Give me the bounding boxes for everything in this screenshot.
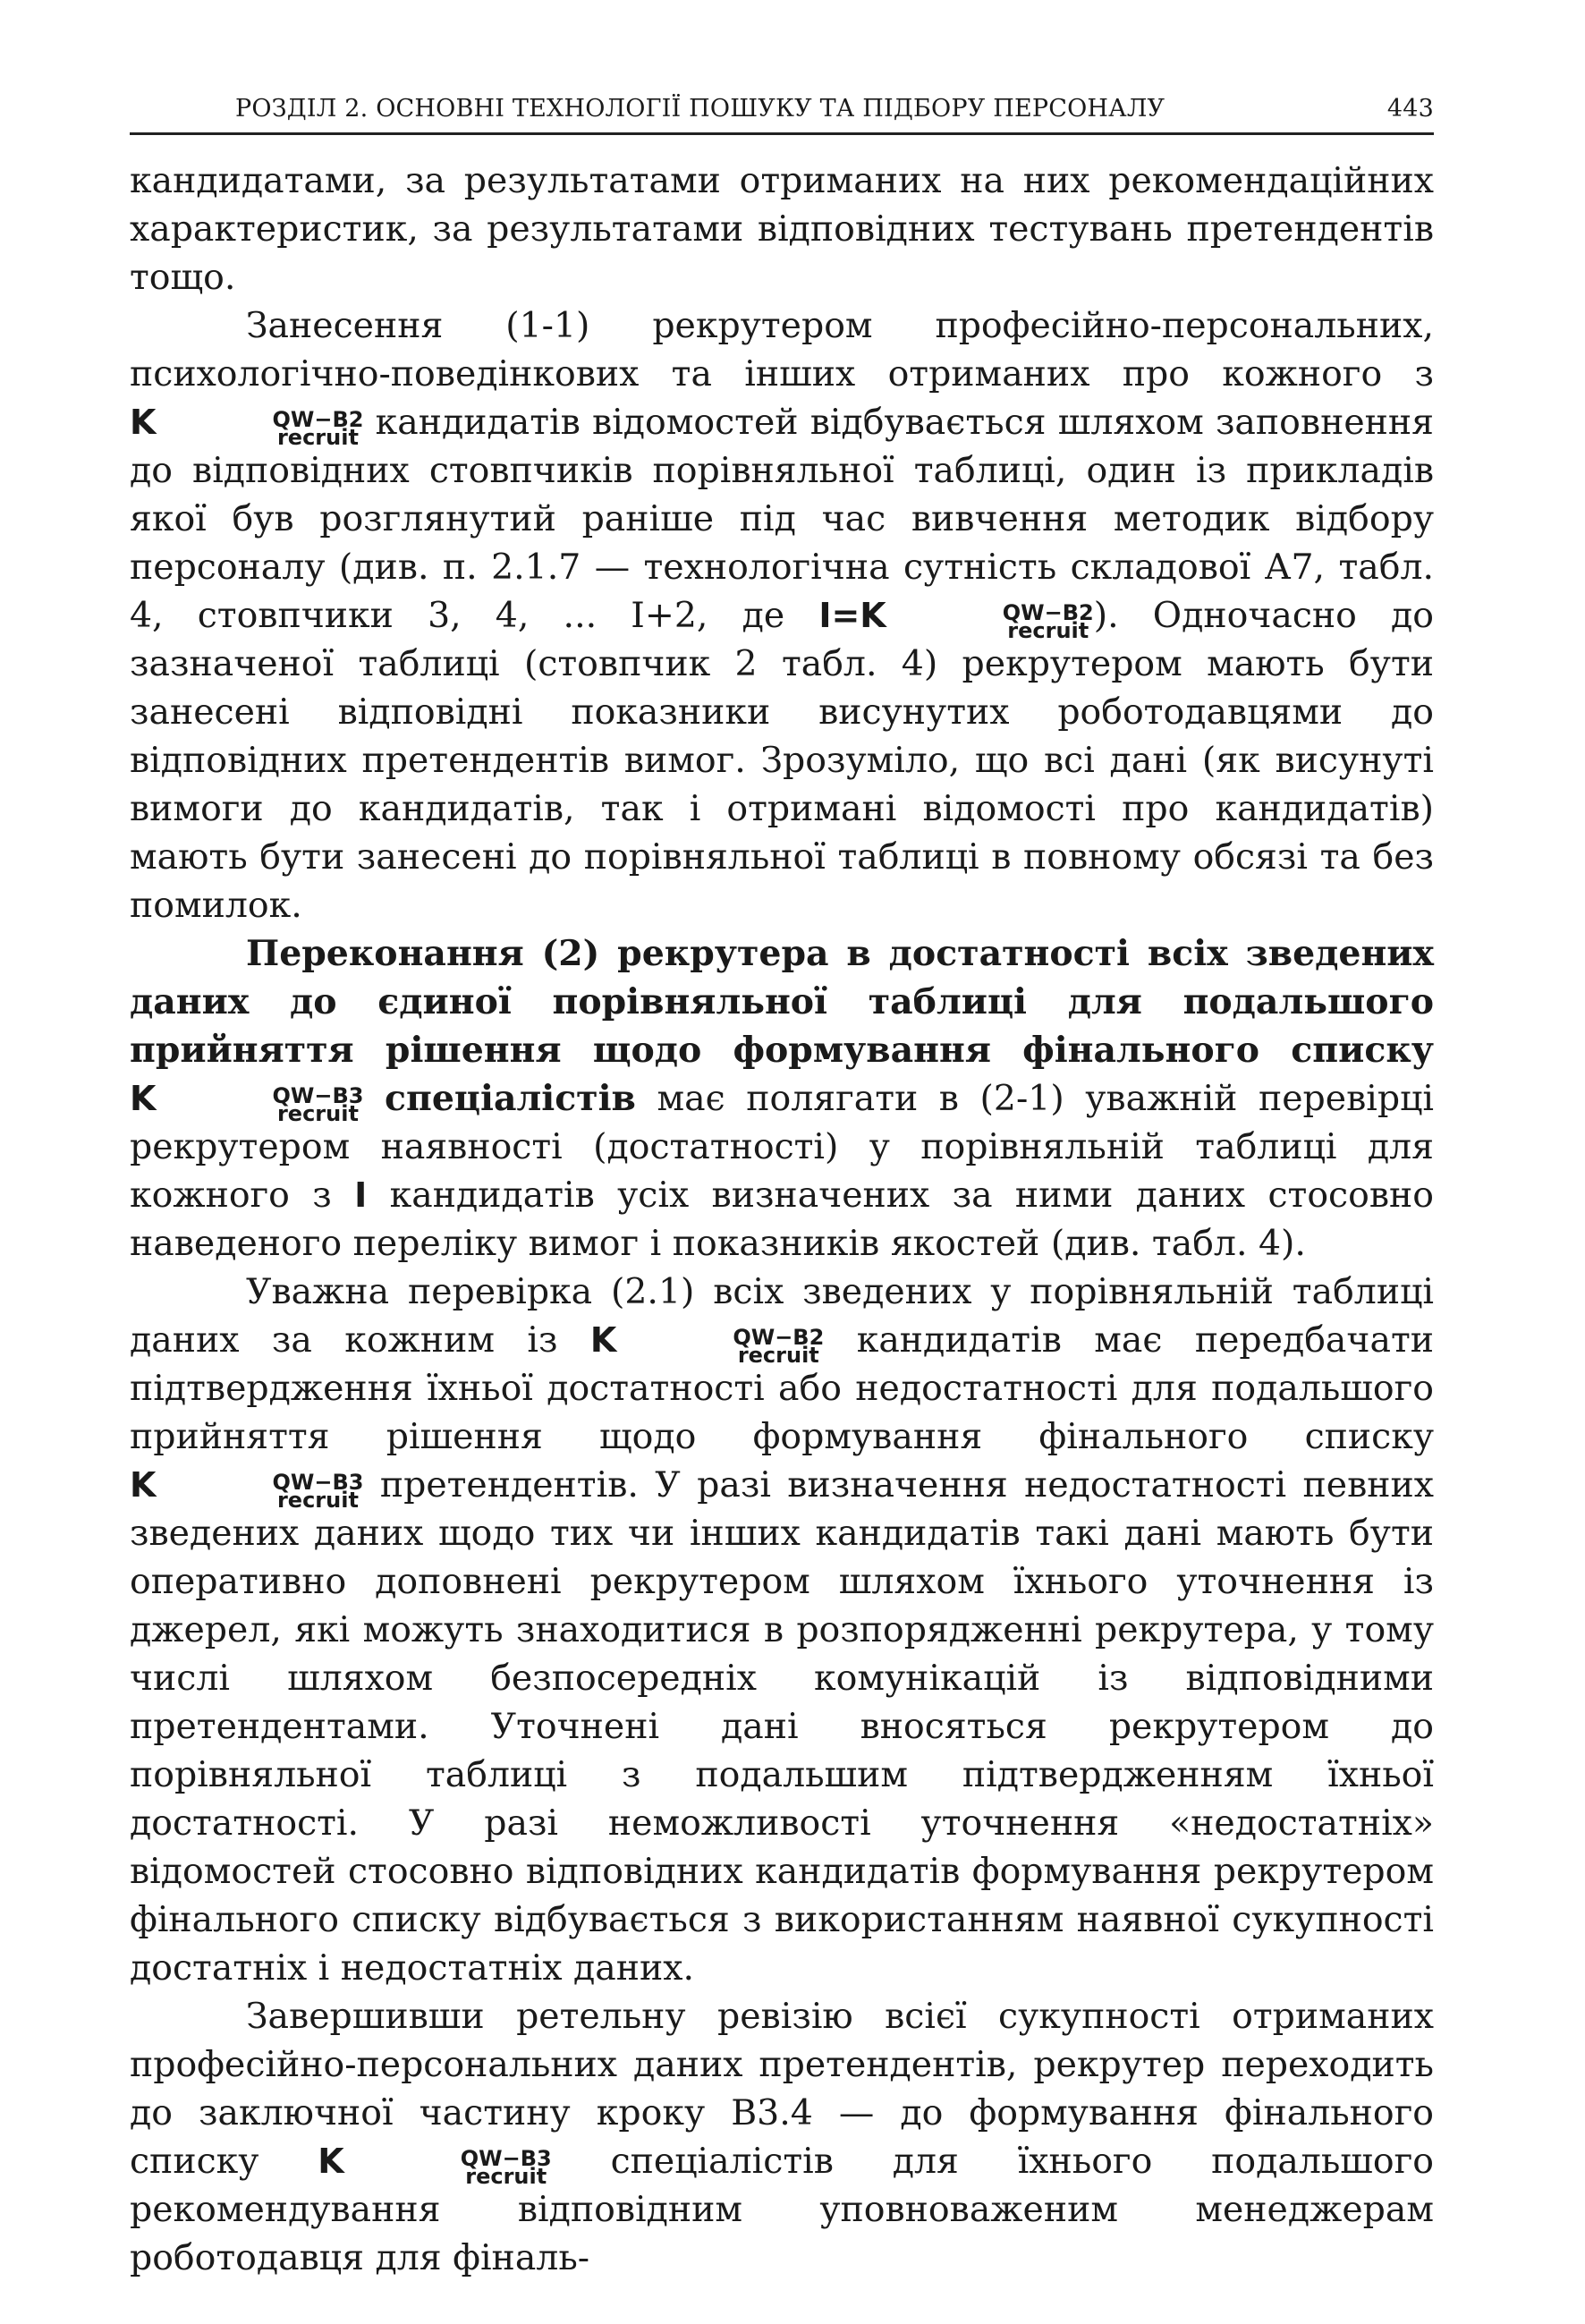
- paragraph-4: [130, 1268, 1434, 1992]
- paragraph-5-text-b: спеціалістів для їхнього подальшого рекомендування відповідним уповноваженим менеджерам роботодавця для фіналь-: [130, 2141, 1434, 2278]
- paragraph-4-text-b: кандидатів має передбачати підтвердження їхньої достатності або недостатності для подальшого прийняття рішення щодо формування фінального списку: [130, 1319, 1434, 1457]
- book-page: [130, 81, 1434, 2282]
- i-equals-k-symbol: I=K QW−B2 recruit: [818, 596, 1094, 643]
- paragraph-3: [130, 929, 1434, 1268]
- paragraph-2-text-a: Занесення (1-1) рекрутером професійно-персональних, психологічно-поведінкових та інших отриманих про кожного з: [130, 305, 1434, 394]
- paragraph-1: [130, 157, 1434, 301]
- paragraph-2-text-b: кандидатів відомостей відбувається шляхом заповнення до відповідних стовпчиків порівняльної таблиці, один із прикладів якої був розглянутий раніше під час вивчення методик відбору персоналу (див. п. 2.1.7 — технологічна сутність складової А7, табл. 4, стовпчики 3, 4, ... I+2, де: [130, 402, 1434, 636]
- i-symbol: I: [354, 1175, 368, 1215]
- chapter-title: РОЗДІЛ 2. ОСНОВНІ ТЕХНОЛОГІЇ ПОШУКУ ТА ПІДБОРУ ПЕРСОНАЛУ: [235, 95, 1165, 123]
- paragraph-5-text-a: Завершивши ретельну ревізію всієї сукупності отриманих професійно-персональних даних претендентів, рекрутер переходить до заключної частину кроку В3.4 — до формування фінального списку: [130, 1996, 1434, 2182]
- k-recruit-qw-b3-symbol: K QW−B3 recruit: [318, 2142, 552, 2189]
- running-header: [130, 81, 1434, 135]
- paragraph-4-text-a: Уважна перевірка (2.1) всіх зведених у порівняльній таблиці даних за кожним із: [130, 1271, 1434, 1361]
- body-text: [130, 157, 1434, 2282]
- k-recruit-qw-b2-symbol: K QW−B2 recruit: [589, 1320, 825, 1368]
- paragraph-4-text-c: претендентів. У разі визначення недостатності певних зведених даних щодо тих чи інших кандидатів такі дані мають бути оперативно доповнені рекрутером шляхом їхнього уточнення із джерел, які можуть знаходитися в розпорядженні рекрутера, у тому числі шляхом безпосередніх комунікацій із відповідними претендентами. Уточнені дані вносяться рекрутером до порівняльної таблиці з подальшим підтвердженням їхньої достатності. У разі неможливості уточнення «недостатніх» відомостей стосовно відповідних кандидатів формування рекрутером фінального списку відбувається з використанням наявної сукупності достатніх і недостатніх даних.: [130, 1464, 1435, 1989]
- paragraph-3-text-a: має полягати в (2-1) уважній перевірці рекрутером наявності (достатності) у порівняльній таблиці для кожного з: [130, 1078, 1434, 1216]
- k-recruit-qw-b3-symbol: K QW−B3 recruit: [130, 1079, 364, 1126]
- paragraph-5: [130, 1992, 1434, 2282]
- page-number: 443: [1386, 95, 1434, 123]
- paragraph-3-bold-text: Переконання (2) рекрутера в достатності всіх зведених даних до єдиної порівняльної таблиці для подальшого прийняття рішення щодо формування фінального списку: [130, 933, 1434, 1071]
- paragraph-2-text-c: ). Одночасно до зазначеної таблиці (стовпчик 2 табл. 4) рекрутером мають бути занесені відповідні показники висунутих роботодавцями до відповідних претендентів вимог. Зрозуміло, що всі дані (як висунуті вимоги до кандидатів, так і отримані відомості про кандидатів) мають бути занесені до порівняльної таблиці в повному обсязі та без помилок.: [130, 595, 1434, 926]
- paragraph-1-text: кандидатами, за результатами отриманих на них рекомендаційних характеристик, за результатами відповідних тестувань претендентів тощо.: [130, 160, 1434, 298]
- k-recruit-qw-b2-symbol: K QW−B2 recruit: [130, 403, 364, 450]
- paragraph-2: [130, 301, 1434, 929]
- paragraph-3-text-b: кандидатів усіх визначених за ними даних стосовно наведеного переліку вимог і показників якостей (див. табл. 4).: [130, 1175, 1434, 1264]
- k-recruit-qw-b3-symbol: K QW−B3 recruit: [130, 1465, 364, 1513]
- paragraph-3-bold-end: спеціалістів: [385, 1078, 636, 1119]
